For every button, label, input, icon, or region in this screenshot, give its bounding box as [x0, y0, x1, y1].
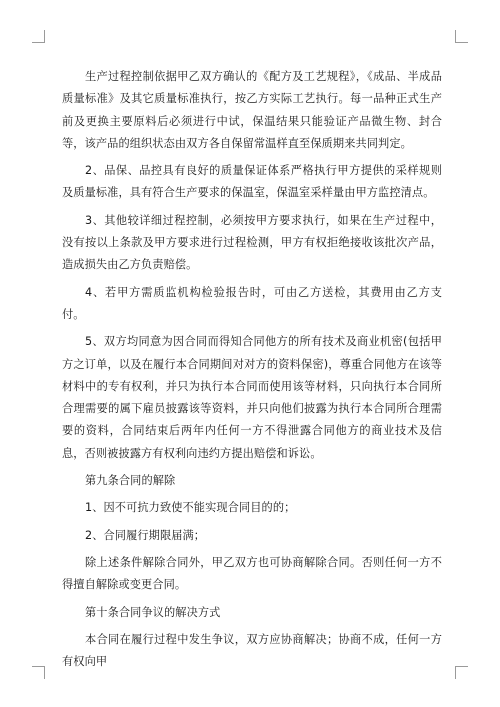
crop-mark-top-right-v [455, 30, 456, 43]
paragraph-inspection-report: 4、若甲方需质监机构检验报告时，可由乙方送检，其费用由乙方支付。 [62, 285, 442, 321]
crop-mark-bottom-left-v [44, 666, 45, 679]
crop-mark-top-left-v [44, 30, 45, 43]
crop-mark-bottom-right-h [455, 666, 468, 667]
paragraph-dispute-resolution: 本合同在履行过程中发生争议，双方应协商解决；协商不成，任何一方有权向甲 [62, 632, 442, 669]
document-body [62, 66, 442, 678]
crop-mark-bottom-right-v [455, 666, 456, 679]
paragraph-quality-assurance: 2、品保、品控具有良好的质量保证体系严格执行甲方提供的采样规则及质量标准，具有符合生产要求的保温室，保温室采样量由甲方监控清点。 [62, 164, 442, 200]
paragraph-force-majeure: 1、因不可抗力致使不能实现合同目的的； [85, 501, 296, 515]
paragraph-production-control: 生产过程控制依据甲乙双方确认的《配方及工艺规程》，《成品、半成品质量标准》及其它质量标准执行，按乙方实际工艺执行。每一品种正式生产前及更换主要原料后必须进行中试，保温结果只能验证产品微生物、封合等，该产品的组织状态由双方各自保留常温样直至保质期来共同判定。 [62, 70, 442, 150]
paragraph-term-expiry: 2、合同履行期限届满； [85, 528, 206, 542]
paragraph-process-control: 3、其他较详细过程控制，必须按甲方要求执行，如果在生产过程中，没有按以上条款及甲方要求进行过程检测，甲方有权拒绝接收该批次产品，造成损失由乙方负责赔偿。 [62, 213, 442, 272]
article-10-heading: 第十条合同争议的解决方式 [85, 605, 221, 619]
paragraph-confidentiality: 5、双方均同意为因合同而得知合同他方的所有技术及商业机密(包括甲方之订单，以及在履行本合同期间对对方的资料保密)，尊重合同他方在该等材料中的专有权利，并只为执行本合同而使用该等材料，只向执行本合同所合理需要的属下雇员披露该等资料，并只向他们披露为执行本合同所合理需要的资料，合同结束后两年内任何一方不得泄露合同他方的商业技术及信息，否则被披露方有权利向违约方提出赔偿和诉讼。 [62, 335, 442, 460]
article-9-heading: 第九条合同的解除 [85, 474, 176, 488]
paragraph-mutual-termination: 除上述条件解除合同外，甲乙双方也可协商解除合同。否则任何一方不得擅自解除或变更合同。 [62, 555, 442, 592]
crop-mark-top-right-h [455, 42, 468, 43]
